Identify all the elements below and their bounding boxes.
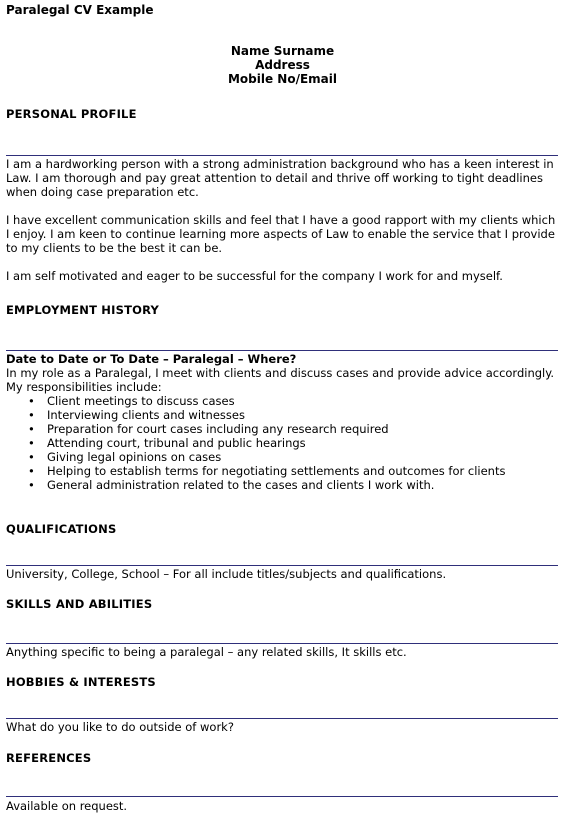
document-title: Paralegal CV Example bbox=[6, 3, 154, 17]
hobbies-text: What do you like to do outside of work? bbox=[6, 720, 234, 734]
section-divider bbox=[6, 155, 558, 156]
candidate-name: Name Surname bbox=[230, 44, 335, 58]
profile-paragraph: I am self motivated and eager to be successful for the company I work for and myself. bbox=[6, 269, 503, 283]
list-item: • Interviewing clients and witnesses bbox=[6, 408, 562, 422]
list-item: • Giving legal opinions on cases bbox=[6, 450, 562, 464]
qualifications-heading: QUALIFICATIONS bbox=[6, 522, 117, 536]
candidate-address: Address bbox=[255, 58, 310, 72]
skills-text: Anything specific to being a paralegal – any related skills, It skills etc. bbox=[6, 645, 407, 659]
list-item: • Preparation for court cases including any research required bbox=[6, 422, 562, 436]
employment-history-heading: EMPLOYMENT HISTORY bbox=[6, 303, 160, 317]
personal-profile-body bbox=[6, 157, 562, 283]
section-divider bbox=[6, 565, 558, 566]
skills-heading: SKILLS AND ABILITIES bbox=[6, 597, 153, 611]
profile-paragraph: I am a hardworking person with a strong administration background who has a keen interest in Law. I am thorough and pay great attention to detail and thrive off working to tight deadlines when doing case preparation etc. bbox=[6, 157, 554, 199]
list-item: • Client meetings to discuss cases bbox=[6, 394, 562, 408]
cv-header bbox=[0, 44, 565, 86]
list-item: • Attending court, tribunal and public hearings bbox=[6, 436, 562, 450]
qualifications-text: University, College, School – For all include titles/subjects and qualifications. bbox=[6, 567, 447, 581]
hobbies-heading: HOBBIES & INTERESTS bbox=[6, 675, 156, 689]
job-title: Date to Date or To Date – Paralegal – Where? bbox=[6, 352, 297, 366]
section-divider bbox=[6, 350, 558, 351]
section-divider bbox=[6, 643, 558, 644]
responsibilities-list bbox=[6, 394, 562, 492]
list-item: • General administration related to the cases and clients I work with. bbox=[6, 478, 562, 492]
section-divider bbox=[6, 796, 558, 797]
section-divider bbox=[6, 718, 558, 719]
job-intro: My responsibilities include: bbox=[6, 380, 162, 394]
personal-profile-heading: PERSONAL PROFILE bbox=[6, 107, 137, 121]
references-text: Available on request. bbox=[6, 799, 128, 813]
list-item: • Helping to establish terms for negotiating settlements and outcomes for clients bbox=[6, 464, 562, 478]
job-intro: In my role as a Paralegal, I meet with clients and discuss cases and provide advice accordingly. bbox=[6, 366, 555, 380]
references-heading: REFERENCES bbox=[6, 751, 92, 765]
employment-history-body bbox=[6, 352, 562, 492]
profile-paragraph: I have excellent communication skills and feel that I have a good rapport with my clients which I enjoy. I am keen to continue learning more aspects of Law to enable the service that I provide to my clients to be the best it can be. bbox=[6, 213, 556, 255]
candidate-contact: Mobile No/Email bbox=[227, 72, 337, 86]
